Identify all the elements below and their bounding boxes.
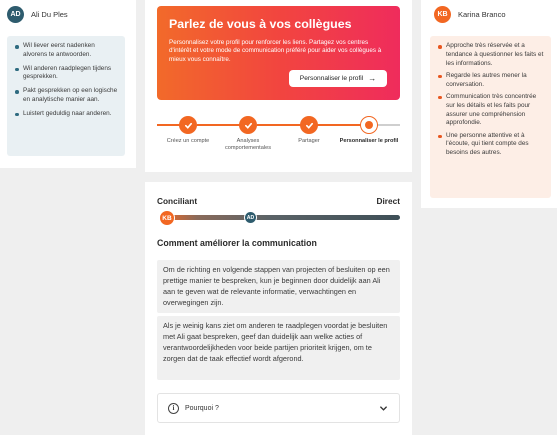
step-1-check [179, 116, 197, 134]
profile-setup-card [145, 0, 412, 172]
why-label: Pourquoi ? [185, 404, 219, 412]
colleague-name: Ali Du Ples [31, 10, 68, 19]
personalize-banner [157, 6, 400, 100]
banner-title: Parlez de vous à vos collègues [169, 17, 352, 31]
step-connector [197, 124, 241, 126]
info-icon: i [168, 403, 179, 414]
scale-left-label: Conciliant [157, 196, 198, 206]
step-connector [317, 124, 361, 126]
list-item: Luistert geduldig naar anderen. [13, 110, 119, 119]
step-label: Créez un compte [166, 138, 210, 144]
step-3-check [300, 116, 318, 134]
banner-subtitle: Personnalisez votre profil pour renforcer les liens. Partagez vos centres d'intérêt et votre mode de communication préféré pour aider vos collègues à mieux vous connaître. [169, 39, 382, 63]
colleague-traits-list [7, 36, 125, 156]
list-item: Wil liever eerst nadenken alvorens te antwoorden. [13, 42, 119, 60]
step-label: Partager [298, 138, 320, 144]
list-item: Regarde les autres mener la conversation. [436, 72, 546, 90]
user-header [434, 6, 506, 23]
user-name: Karina Branco [458, 10, 506, 19]
step-2-check [239, 116, 257, 134]
current-step-dot [365, 121, 373, 129]
avatar[interactable]: AD [7, 6, 24, 23]
list-item: Une personne attentive et à l'écoute, qui tient compte des besoins des autres. [436, 132, 546, 158]
user-traits-list [430, 36, 551, 198]
tip-box: Als je weinig kans ziet om anderen te raadplegen voordat je besluiten met Ali gaat bespreken, geef dan duidelijk aan welke acties of verantwoordelijkheden voor beide partijen prioriteit krijgen, om te zorgen dat de taak effectief wordt afgerond. [157, 316, 400, 380]
check-icon [244, 121, 253, 130]
colleague-profile-card [0, 0, 136, 168]
list-item: Pakt gesprekken op een logische en analytische manier aan. [13, 87, 119, 105]
colleague-header [7, 6, 68, 23]
section-title: Comment améliorer la communication [157, 238, 317, 248]
avatar[interactable]: KB [159, 210, 175, 226]
step-4-current [360, 116, 378, 134]
tip-box: Om de richting en volgende stappen van projecten of besluiten op een prettige manier te bespreken, kun je beginnen door duidelijk aan Ali aan te geven wat de relevante informatie, verwachtingen en overwegingen zijn. [157, 260, 400, 313]
avatar[interactable]: AD [244, 211, 257, 224]
check-icon [184, 121, 193, 130]
step-label: Personnaliser le profil [339, 138, 399, 144]
personalize-profile-button[interactable] [289, 70, 387, 87]
chevron-down-icon [379, 404, 388, 413]
scale-right-label: Direct [376, 196, 400, 206]
list-item: Communication très concentrée sur les détails et les faits pour assurer une compréhension approfondie. [436, 93, 546, 128]
check-icon [305, 121, 314, 130]
avatar[interactable]: KB [434, 6, 451, 23]
personalize-profile-label: Personnaliser le profil [299, 75, 364, 82]
why-accordion[interactable] [157, 393, 400, 423]
style-scale-bar [161, 215, 400, 220]
step-connector [377, 124, 400, 126]
step-connector [257, 124, 301, 126]
user-profile-card [421, 0, 557, 208]
list-item: Wil anderen raadplegen tijdens gesprekken. [13, 65, 119, 83]
step-label: Analyses comportementales [224, 138, 271, 151]
arrow-right-icon: → [368, 74, 377, 83]
communication-card [145, 182, 412, 435]
list-item: Approche très réservée et a tendance à questionner les faits et les informations. [436, 42, 546, 68]
